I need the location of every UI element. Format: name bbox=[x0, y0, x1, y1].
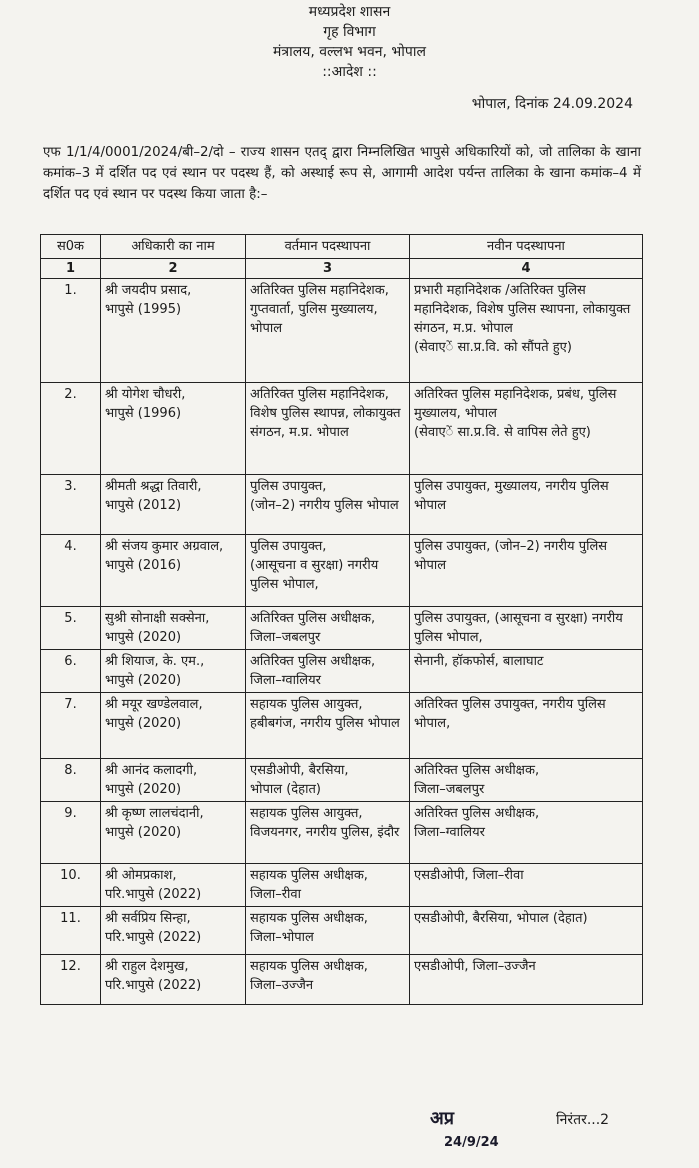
current-posting-cell: सहायक पुलिस अधीक्षक, जिला–उज्जैन bbox=[246, 955, 410, 1005]
new-posting-cell: पुलिस उपायुक्त, मुख्यालय, नगरीय पुलिस भोपाल bbox=[410, 475, 643, 535]
header-new-posting: नवीन पदस्थापना bbox=[410, 235, 643, 259]
header-current-posting: वर्तमान पदस्थापना bbox=[246, 235, 410, 259]
order-date: भोपाल, दिनांक 24.09.2024 bbox=[471, 96, 633, 112]
signature-initials bbox=[428, 1102, 528, 1156]
signature-date: 24/9/24 bbox=[444, 1135, 499, 1150]
serial-cell: 2. bbox=[41, 383, 101, 475]
new-posting-cell: पुलिस उपायुक्त, (जोन–2) नगरीय पुलिस भोपाल bbox=[410, 535, 643, 607]
header-serial: स0क bbox=[41, 235, 101, 259]
table-row bbox=[41, 535, 643, 607]
table-row bbox=[41, 475, 643, 535]
table-row bbox=[41, 693, 643, 759]
officer-name-cell: श्रीमती श्रद्धा तिवारी, भापुसे (2012) bbox=[101, 475, 246, 535]
new-posting-cell: पुलिस उपायुक्त, (आसूचना व सुरक्षा) नगरीय पुलिस भोपाल, bbox=[410, 607, 643, 650]
officer-name-cell: श्री सर्वप्रिय सिन्हा, परि.भापुसे (2022) bbox=[101, 907, 246, 955]
officer-name-cell: सुश्री सोनाक्षी सक्सेना, भापुसे (2020) bbox=[101, 607, 246, 650]
continued-note: निरंतर...2 bbox=[556, 1112, 610, 1128]
table-row bbox=[41, 279, 643, 383]
letterhead bbox=[0, 2, 699, 82]
table-row bbox=[41, 802, 643, 864]
officer-name-cell: श्री कृष्ण लालचंदानी, भापुसे (2020) bbox=[101, 802, 246, 864]
new-posting-cell: एसडीओपी, जिला–रीवा bbox=[410, 864, 643, 907]
column-number-row bbox=[41, 259, 643, 279]
current-posting-cell: अतिरिक्त पुलिस महानिदेशक, विशेष पुलिस स्थापन्न, लोकायुक्त संगठन, म.प्र. भोपाल bbox=[246, 383, 410, 475]
serial-cell: 10. bbox=[41, 864, 101, 907]
officer-name-cell: श्री आनंद कलादगी, भापुसे (2020) bbox=[101, 759, 246, 802]
new-posting-cell: एसडीओपी, जिला–उज्जैन bbox=[410, 955, 643, 1005]
department-name: गृह विभाग bbox=[323, 24, 376, 40]
current-posting-cell: अतिरिक्त पुलिस महानिदेशक, गुप्तवार्ता, पुलिस मुख्यालय, भोपाल bbox=[246, 279, 410, 383]
new-posting-cell: अतिरिक्त पुलिस महानिदेशक, प्रबंध, पुलिस मुख्यालय, भोपाल (सेवाएें सा.प्र.वि. से वापिस लेते हुए) bbox=[410, 383, 643, 475]
officer-name-cell: श्री शियाज, के. एम., भापुसे (2020) bbox=[101, 650, 246, 693]
current-posting-cell: पुलिस उपायुक्त, (जोन–2) नगरीय पुलिस भोपाल bbox=[246, 475, 410, 535]
new-posting-cell: अतिरिक्त पुलिस अधीक्षक, जिला–जबलपुर bbox=[410, 759, 643, 802]
officer-name-cell: श्री जयदीप प्रसाद, भापुसे (1995) bbox=[101, 279, 246, 383]
signature-mark bbox=[428, 1102, 528, 1152]
table-row bbox=[41, 955, 643, 1005]
current-posting-cell: सहायक पुलिस आयुक्त, विजयनगर, नगरीय पुलिस, इंदौर bbox=[246, 802, 410, 864]
ministry-address: मंत्रालय, वल्लभ भवन, भोपाल bbox=[273, 44, 426, 60]
serial-cell: 6. bbox=[41, 650, 101, 693]
current-posting-cell: सहायक पुलिस आयुक्त, हबीबगंज, नगरीय पुलिस भोपाल bbox=[246, 693, 410, 759]
new-posting-cell: अतिरिक्त पुलिस अधीक्षक, जिला–ग्वालियर bbox=[410, 802, 643, 864]
table-header-row bbox=[41, 235, 643, 259]
column-number: 3 bbox=[246, 259, 410, 279]
column-number: 4 bbox=[410, 259, 643, 279]
current-posting-cell: सहायक पुलिस अधीक्षक, जिला–रीवा bbox=[246, 864, 410, 907]
new-posting-cell: सेनानी, हॉकफोर्स, बालाघाट bbox=[410, 650, 643, 693]
current-posting-cell: एसडीओपी, बैरसिया, भोपाल (देहात) bbox=[246, 759, 410, 802]
officer-name-cell: श्री ओमप्रकाश, परि.भापुसे (2022) bbox=[101, 864, 246, 907]
serial-cell: 11. bbox=[41, 907, 101, 955]
serial-cell: 8. bbox=[41, 759, 101, 802]
officer-name-cell: श्री राहुल देशमुख, परि.भापुसे (2022) bbox=[101, 955, 246, 1005]
current-posting-cell: अतिरिक्त पुलिस अधीक्षक, जिला–ग्वालियर bbox=[246, 650, 410, 693]
new-posting-cell: एसडीओपी, बैरसिया, भोपाल (देहात) bbox=[410, 907, 643, 955]
govt-name: मध्यप्रदेश शासन bbox=[308, 4, 391, 20]
serial-cell: 1. bbox=[41, 279, 101, 383]
table-row bbox=[41, 864, 643, 907]
serial-cell: 4. bbox=[41, 535, 101, 607]
serial-cell: 9. bbox=[41, 802, 101, 864]
officer-name-cell: श्री संजय कुमार अग्रवाल, भापुसे (2016) bbox=[101, 535, 246, 607]
new-posting-cell: अतिरिक्त पुलिस उपायुक्त, नगरीय पुलिस भोपाल, bbox=[410, 693, 643, 759]
table-row bbox=[41, 607, 643, 650]
transfer-table bbox=[40, 234, 643, 1005]
current-posting-cell: अतिरिक्त पुलिस अधीक्षक, जिला–जबलपुर bbox=[246, 607, 410, 650]
current-posting-cell: सहायक पुलिस अधीक्षक, जिला–भोपाल bbox=[246, 907, 410, 955]
serial-cell: 12. bbox=[41, 955, 101, 1005]
serial-cell: 7. bbox=[41, 693, 101, 759]
serial-cell: 5. bbox=[41, 607, 101, 650]
officer-name-cell: श्री मयूर खण्डेलवाल, भापुसे (2020) bbox=[101, 693, 246, 759]
column-number: 1 bbox=[41, 259, 101, 279]
serial-cell: 3. bbox=[41, 475, 101, 535]
table-row bbox=[41, 650, 643, 693]
table-row bbox=[41, 759, 643, 802]
header-officer-name: अधिकारी का नाम bbox=[101, 235, 246, 259]
new-posting-cell: प्रभारी महानिदेशक /अतिरिक्त पुलिस महानिदेशक, विशेष पुलिस स्थापना, लोकायुक्त संगठन, म.प्र. भोपाल (सेवाएें सा.प्र.वि. को सौंपते हुए) bbox=[410, 279, 643, 383]
order-heading: ::आदेश :: bbox=[322, 64, 377, 80]
table-row bbox=[41, 907, 643, 955]
column-number: 2 bbox=[101, 259, 246, 279]
current-posting-cell: पुलिस उपायुक्त, (आसूचना व सुरक्षा) नगरीय पुलिस भोपाल, bbox=[246, 535, 410, 607]
order-preamble: एफ 1/1/4/0001/2024/बी–2/दो – राज्य शासन एतद् द्वारा निम्नलिखित भापुसे अधिकारियों को, जो तालिका के खाना कमांक–3 में दर्शित पद एवं स्थान पर पदस्थ हैं, को अस्थाई रूप से, आगामी आदेश पर्यन्त तालिका के खाना कमांक–4 में दर्शित पद एवं स्थान पर पदस्थ किया जाता है:– bbox=[43, 145, 641, 202]
signature-initials-text: अप्र bbox=[430, 1108, 454, 1129]
transfer-rows bbox=[41, 279, 643, 1005]
table-row bbox=[41, 383, 643, 475]
officer-name-cell: श्री योगेश चौधरी, भापुसे (1996) bbox=[101, 383, 246, 475]
